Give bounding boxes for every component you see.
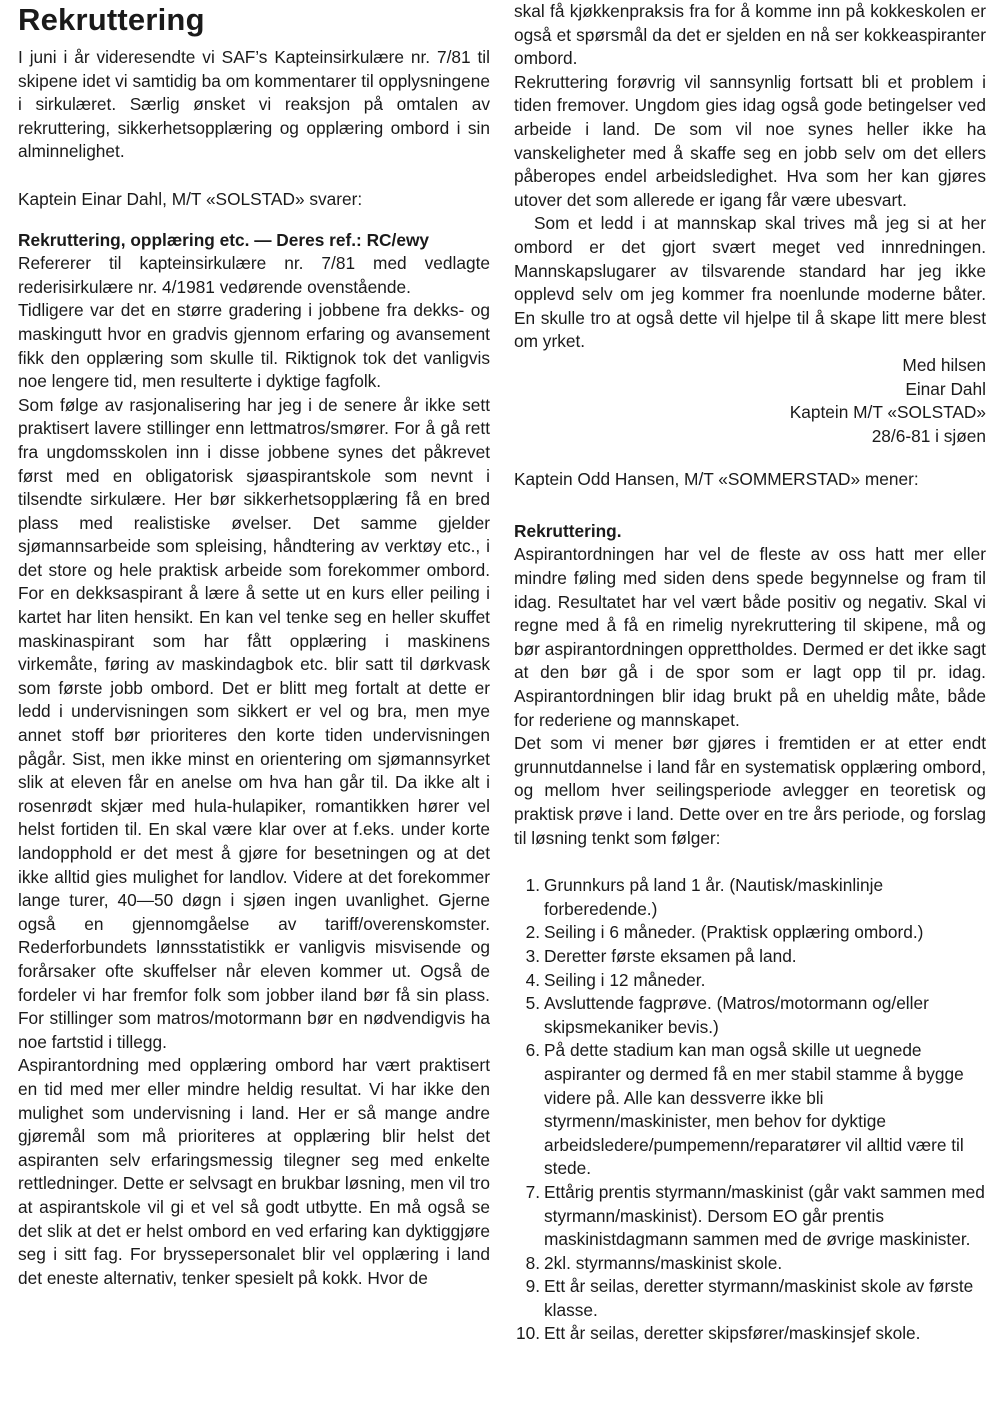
right-column [514,0,986,1346]
letter-paragraph: skal få kjøkkenpraksis fra for å komme inn på kokkeskolen er også et spørsmål da det er sjelden en nå ser kokkeaspiranter ombord. [514,1,986,69]
page-title: Rekruttering [18,2,205,37]
list-item [514,921,986,945]
letter-paragraph: Rekruttering forøvrig vil sannsynlig fortsatt bli et problem i tiden fremover. Ungdom gies idag også gode betingelser ved arbeide i land. De som vil noe synes heller ikke ha vanskeligheter med å skaffe seg en jobb selv om det ellers påberopes endel arbeidsledighet. Hva som her kan gjøres utover det som allerede er igang får være ubesvart. [514,71,986,210]
list-number: 7. [525,1181,540,1202]
list-text: Seiling i 6 måneder. (Praktisk opplæring ombord.) [544,922,924,943]
list-number: 8. [525,1252,540,1273]
letter-paragraph: Aspirantordningen har vel de fleste av oss hatt mer eller mindre føling med siden dens spede begynnelse og fram til idag. Resultatet har vel vært både positiv og negativ. Skal vi regne med å få en rimelig nyrekruttering til skipene, må og bør aspirantordningen opprettholdes. Dermed er det ikke sagt at den bør gå i de spor som er lagt opp til pr. idag. Aspirantordningen blir idag brukt på en uheldig måte, både for rederiene og mannskapet. [514,544,986,730]
signature-name: Einar Dahl [905,378,986,399]
list-item [514,969,986,993]
letter-paragraph: Som et ledd i at mannskap skal trives må jeg si at her ombord er det gjort svært meget ved innredningen. Mannskapslugarer av tilsvarende standard har jeg ikke opplevd selv om jeg kommer fra noenlunde moderne båter. En skulle tro at også dette vil hjelpe til å skape litt mere blest om yrket. [514,213,986,352]
subhead-rekruttering: Rekruttering. [514,520,622,541]
letter-paragraph: Aspirantordning med opplæring ombord har vært praktisert en tid med mer eller mindre heldig resultat. Vi har ikke den mulighet som undervisning i land. Her er så mange andre gjøremål som må prioriteres at opplæring blir helst det aspiranten selv erfaringsmessig tilegner seg med enkelte rettledninger. Dette er selvsagt en brukbar løsning, men vil tro at aspirantskole vil gi et vel så godt utbytte. En må også se det slik at det er helst ombord en ved erfaring kan dyktiggjøre seg i sitt fag. For bryssepersonalet blir vel opplæring i land det eneste alternativ, tenker spesielt på kokk. Hvor de [18,1055,490,1288]
list-number: 9. [525,1276,540,1297]
list-number: 2. [525,922,540,943]
list-number: 1. [525,875,540,896]
list-item [514,1181,986,1252]
left-column [18,0,490,1290]
letter-paragraph: Refererer til kapteinsirkulære nr. 7/81 med vedlagte rederisirkulære nr. 4/1981 vedørende ovenstående. [18,253,490,297]
subhead-rekruttering-opplaering: Rekruttering, opplæring etc. — Deres ref.: RC/ewy [18,229,429,250]
letter-paragraph: Som følge av rasjonalisering har jeg i de senere år ikke sett praktisert lavere stillinger enn lettmatros/smører. For å gå rett fra ungdomsskolen inn i disse jobbene synes det påkrevet først med en obligatorisk sjøaspirantskole som nevnt i tilsendte sirkulære. Her bør sikkerhetsopplæring få en bred plass med realistiske øvelser. Det samme gjelder sjømannsarbeide som spleising, håndtering av verktøy etc., i det store og hele praktisk arbeide som forekommer ombord. For en dekksaspirant å lære å sette ut en kurs eller peiling i kartet har liten hensikt. En kan vel tenke seg en heller skuffet maskinaspirant som har fått opplæring i maskinens virkemåte, føring av maskindagbok etc. blir satt til dørkvask som første jobb ombord. Det er blitt meg fortalt at dette er ledd i undervisningen som sikkert er vel og bra, men mye annet stoff bør prioriteres den korte tiden undervisningen pågår. Sist, men ikke minst en orientering om sjømannsyrket slik at eleven får en anelse om hva han går til. Da ikke alt i rosenrødt skjær med hula-hulapiker, romantikken hører vel helst fortiden til. En skal være klar over at f.eks. under korte landopphold er det mest å gjøre for besetningen og at det ikke alltid gies mulighet for landlov. Videre at det forekommer lange turer, 40—50 døgn i sjøen ingen uvanlighet. Gjerne også en gjennomgåelse av tariff/overenskomster. Rederforbundets lønnsstatistikk er vanligvis misvisende og forårsaker ofte skuffelser når eleven kommer ut. Også de fordeler vi har fremfor folk som jobber iland bør få sin plass. For stillinger som matros/motormann bør en nødvendigvis ha noe fartstid i tillegg. [18,394,490,1052]
list-item [514,1275,986,1322]
list-text: Deretter første eksamen på land. [544,945,797,966]
list-number: 4. [525,969,540,990]
list-item [514,1322,986,1346]
list-number: 6. [525,1040,540,1061]
signature-date: 28/6-81 i sjøen [871,425,986,446]
list-item [514,992,986,1039]
list-text: Avsluttende fagprøve. (Matros/motormann og/eller skipsmekaniker bevis.) [544,993,929,1037]
letter-paragraph: Det som vi mener bør gjøres i fremtiden er at etter endt grunnutdannelse i land får en systematisk opplæring ombord, og mellom hver seilingsperiode avlegger en teoretisk og praktisk prøve i land. Dette over en tre års periode, og forslag til løsning tenkt som følger: [514,733,986,848]
list-number: 5. [525,993,540,1014]
list-number: 3. [525,945,540,966]
list-text: Seiling i 12 måneder. [544,969,706,990]
intro-paragraph: I juni i år videresendte vi SAF’s Kapteinsirkulære nr. 7/81 til skipene idet vi samtidig ba om kommentarer til opplysningene i sirkulæret. Særlig ønsket vi reaksjon på omtalen av rekruttering, sikkerhetsopplæring og opplæring ombord i sin alminnelighet. [18,47,490,162]
list-text: Ettårig prentis styrmann/maskinist (går vakt sammen med styrmann/maskinist). Dersom EO går prentis maskinistdagmann sammen med de øvrige maskinister. [544,1181,985,1250]
list-text: 2kl. styrmanns/maskinist skole. [544,1252,783,1273]
list-text: Ett år seilas, deretter styrmann/maskinist skole av første klasse. [544,1276,974,1320]
list-number: 10. [515,1323,540,1344]
list-item [514,874,986,921]
list-item [514,1039,986,1181]
list-item [514,1252,986,1276]
list-text: Ett år seilas, deretter skipsfører/maskinsjef skole. [544,1323,921,1344]
list-text: På dette stadium kan man også skille ut uegnede aspiranter og dermed få en mer stabil stamme å bygge videre på. Alle kan dessverre ikke bli styrmenn/maskinister, men behov for dyktige arbeidsledere/pumpemenn/reparatører vil alltid være til stede. [544,1040,964,1179]
list-item [514,945,986,969]
signature-greeting: Med hilsen [902,354,986,375]
signature-title: Kaptein M/T «SOLSTAD» [789,402,986,423]
byline-einar-dahl: Kaptein Einar Dahl, M/T «SOLSTAD» svarer: [18,188,363,209]
letter-paragraph: Tidligere var det en større gradering i jobbene fra dekks- og maskingutt hvor en gradvis gjennom erfaring og avansement fikk den opplæring som skulle til. Riktignok tok det vanligvis noe lengere tid, men resulterte i dyktige fagfolk. [18,300,490,392]
proposal-list [514,874,986,1346]
byline-odd-hansen: Kaptein Odd Hansen, M/T «SOMMERSTAD» mener: [514,469,919,490]
list-text: Grunnkurs på land 1 år. (Nautisk/maskinlinje forberedende.) [544,875,884,919]
